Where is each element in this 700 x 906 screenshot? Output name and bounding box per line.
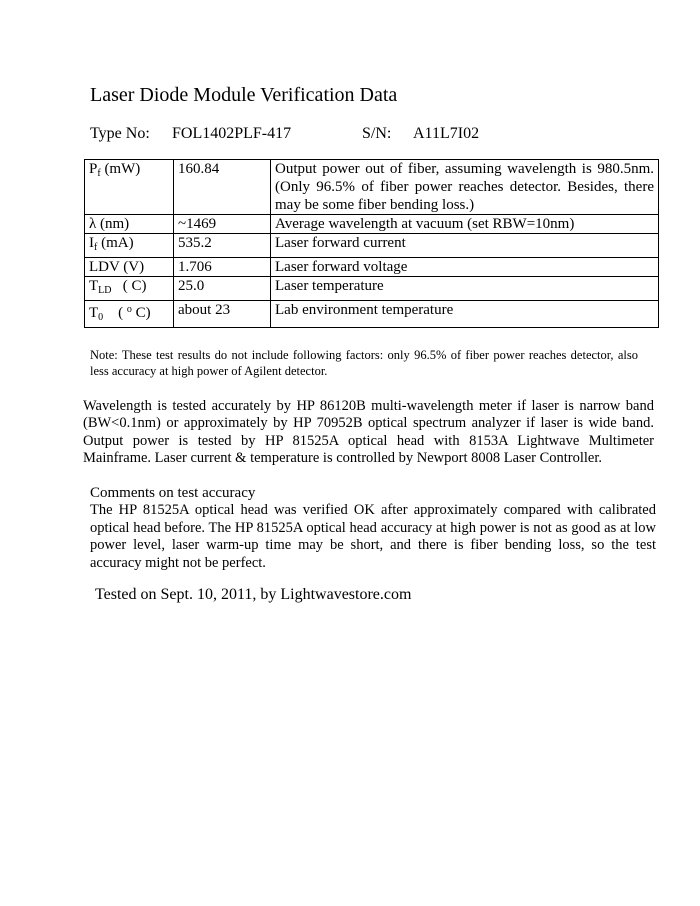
description-cell: Output power out of fiber, assuming wavelength is 980.5nm. (Only 96.5% of fiber power reaches detector. Besides, there may be some fiber bending loss.) [271,160,659,215]
param-cell: $T_{LD}$ ( C) [85,277,174,301]
comments-body: The HP 81525A optical head was verified OK after approximately compared with calibrated optical head before. The HP 81525A optical head accuracy at high power is not as good as at low power level, laser warm-up time may be short, and there is fiber bending loss, so the test accuracy might not be perfect. [90,502,656,571]
document-title: Laser Diode Module Verification Data [90,84,398,106]
serial-number-value: A11L7I02 [413,125,480,142]
param-cell: LDV (V) [85,258,174,277]
value-cell: 25.0 [174,277,271,301]
table-row [85,301,659,328]
type-no-value: FOL1402PLF-417 [172,125,292,142]
value-cell: 535.2 [174,234,271,258]
comments-heading: Comments on test accuracy [90,485,256,501]
tested-by-line: Tested on Sept. 10, 2011, by Lightwavestore.com [95,586,412,603]
table-row [85,277,659,301]
description-cell: Laser forward voltage [271,258,659,277]
serial-number-label: S/N: [362,125,392,142]
type-no-label: Type No: [90,125,150,142]
param-cell: λ (nm) [85,215,174,234]
description-cell: Laser forward current [271,234,659,258]
table-row [85,215,659,234]
value-cell: ~1469 [174,215,271,234]
param-cell: $P_f$ (mW) [85,160,174,215]
test-method-paragraph: Wavelength is tested accurately by HP 86120B multi-wavelength meter if laser is narrow band (BW<0.1nm) or approximately by HP 70952B optical spectrum analyzer if laser is wide band. Output power is tested by HP 81525A optical head with 8153A Lightwave Multimeter Mainframe. Laser current & temperature is controlled by Newport 8008 Laser Controller. [83,398,654,466]
note-text: Note: These test results do not include following factors: only 96.5% of fiber power reaches detector, also less accuracy at high power of Agilent detector. [90,348,638,378]
param-cell: $I_f$ (mA) [85,234,174,258]
verification-table [84,159,659,328]
table-row [85,258,659,277]
value-cell: 160.84 [174,160,271,215]
description-cell: Average wavelength at vacuum (set RBW=10nm) [271,215,659,234]
table-row [85,160,659,215]
description-cell: Lab environment temperature [271,301,659,328]
value-cell: 1.706 [174,258,271,277]
table-row [85,234,659,258]
param-cell: $T_0$ ( $^o$ C) [85,301,174,328]
description-cell: Laser temperature [271,277,659,301]
value-cell: about 23 [174,301,271,328]
